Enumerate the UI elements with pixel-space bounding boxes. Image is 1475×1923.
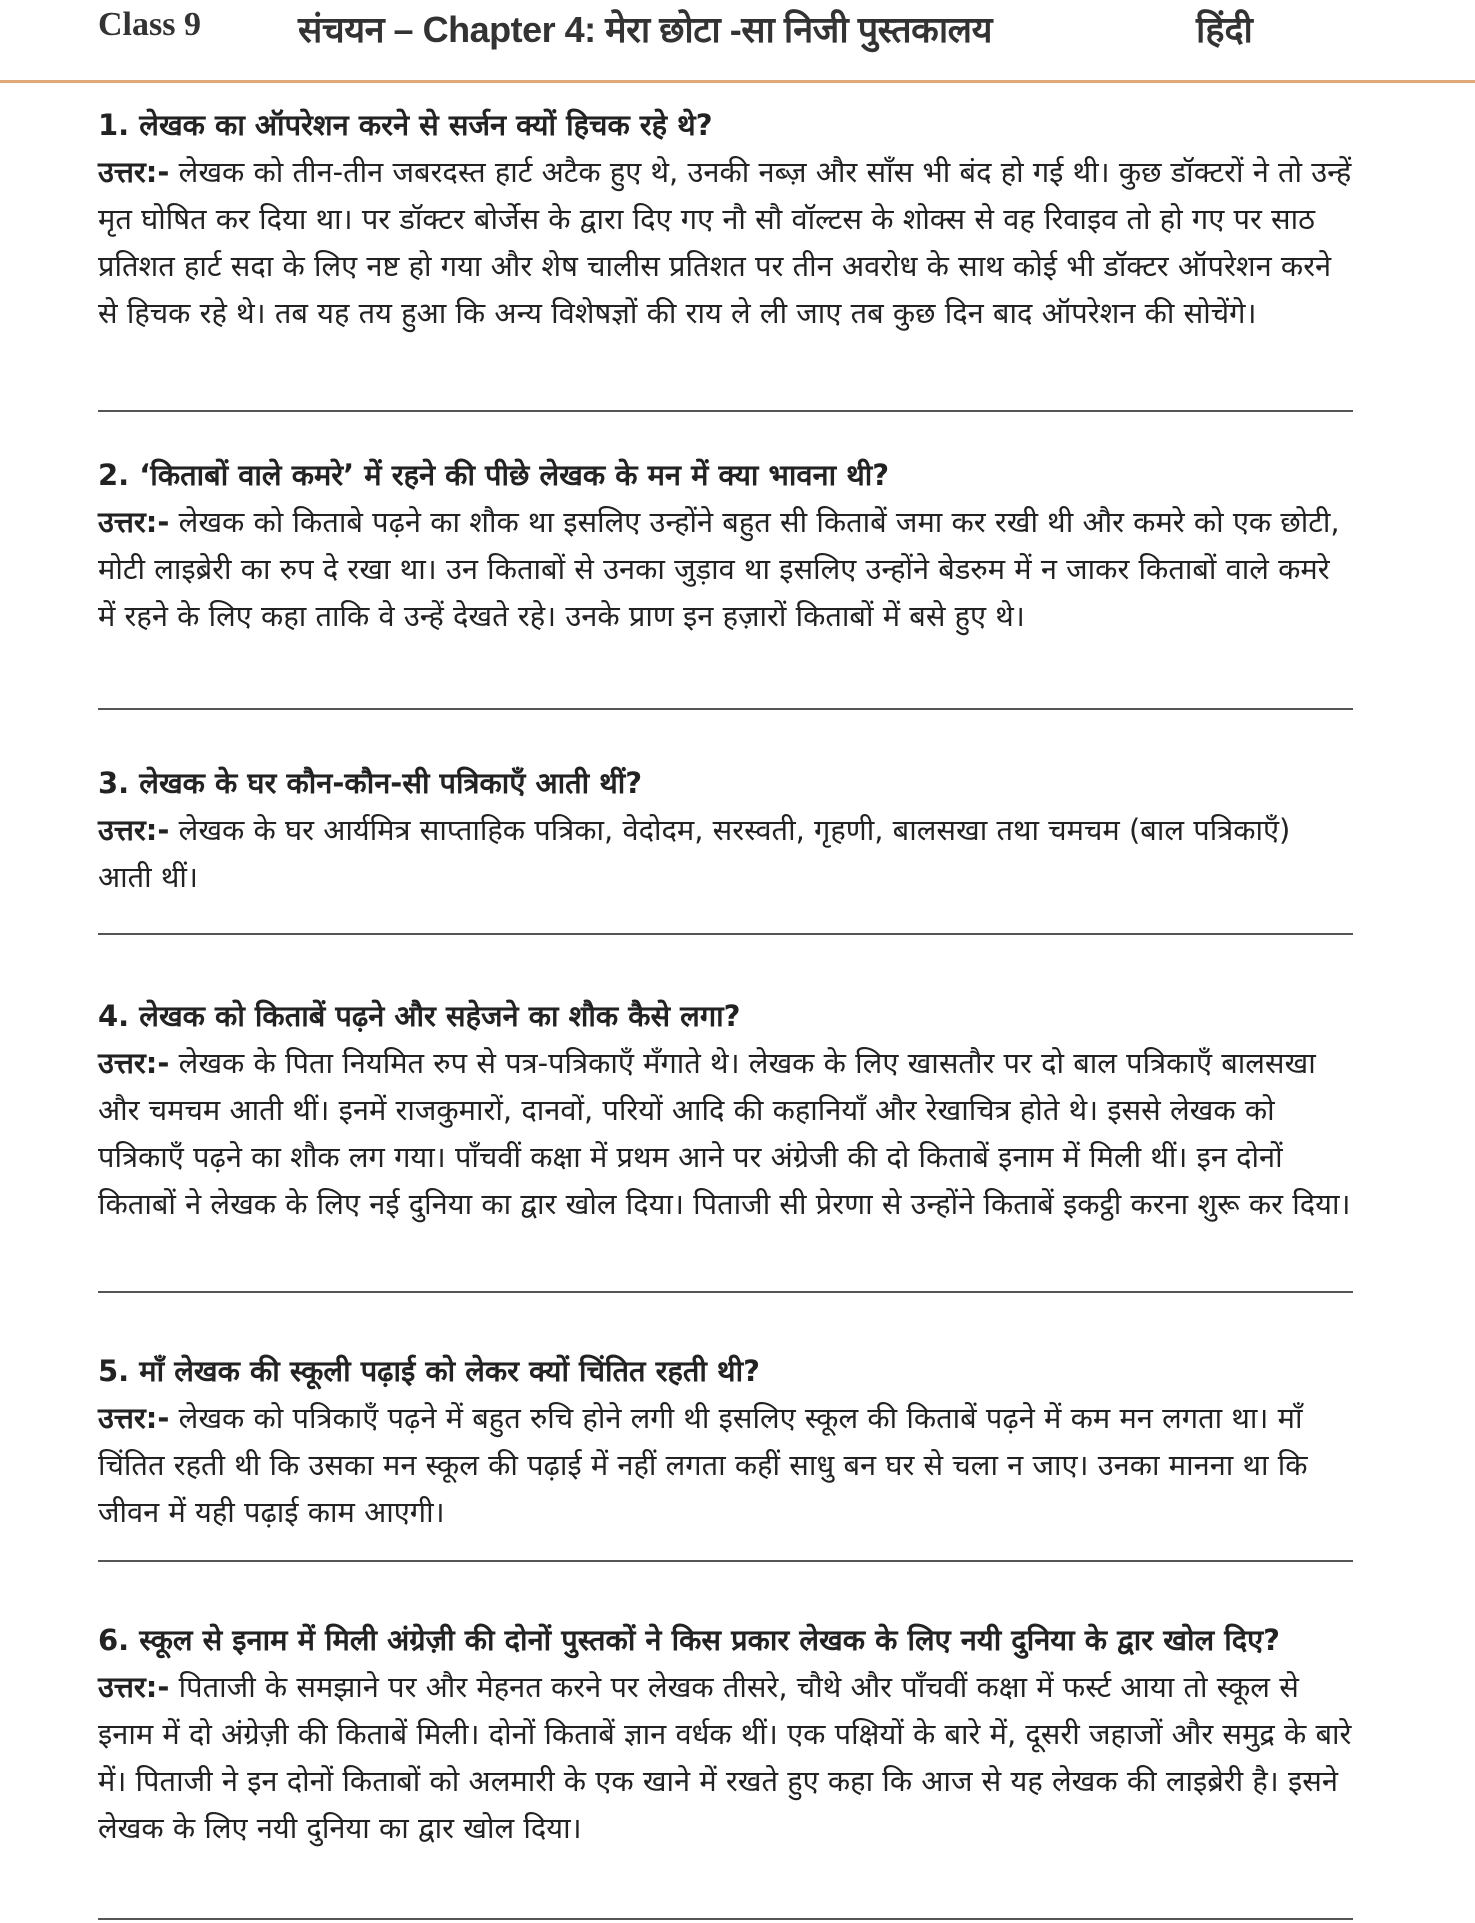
answer	[98, 149, 1353, 337]
qa-block-3	[98, 760, 1353, 901]
answer-label: उत्तर:-	[98, 1670, 170, 1704]
answer-text: लेखक को पत्रिकाएँ पढ़ने में बहुत रुचि होने लगी थी इसलिए स्कूल की किताबें पढ़ने में कम मन लगता था। माँ चिंतित रहती थी कि उसका मन स्कूल की पढ़ाई में नहीं लगता कहीं साधु बन घर से चला न जाए। उनका मानना था कि जीवन में यही पढ़ाई काम आएगी।	[98, 1401, 1308, 1529]
chapter-title: संचयन – Chapter 4: मेरा छोटा -सा निजी पुस्तकालय	[298, 9, 992, 50]
qa-block-6	[98, 1617, 1353, 1852]
answer-label: उत्तर:-	[98, 813, 170, 847]
question: 2. ‘किताबों वाले कमरे’ में रहने की पीछे लेखक के मन में क्या भावना थी?	[98, 458, 890, 492]
answer-label: उत्तर:-	[98, 155, 170, 189]
answer	[98, 1395, 1353, 1536]
divider	[98, 933, 1353, 935]
qa-block-2	[98, 452, 1353, 640]
answer	[98, 499, 1353, 640]
answer-label: उत्तर:-	[98, 1046, 170, 1080]
answer-text: लेखक के घर आर्यमित्र साप्ताहिक पत्रिका, वेदोदम, सरस्वती, गृहणी, बालसखा तथा चमचम (बाल पत्रिकाएँ) आती थीं।	[98, 813, 1291, 894]
question: 6. स्कूल से इनाम में मिली अंग्रेज़ी की दोनों पुस्तकों ने किस प्रकार लेखक के लिए नयी दुनिया के द्वार खोल दिए?	[98, 1623, 1281, 1657]
answer-text: लेखक को किताबे पढ़ने का शौक था इसलिए उन्होंने बहुत सी किताबें जमा कर रखी थी और कमरे को एक छोटी, मोटी लाइब्रेरी का रुप दे रखा था। उन किताबों से उनका जुड़ाव था इसलिए उन्होंने बेडरुम में न जाकर किताबों वाले कमरे में रहने के लिए कहा ताकि वे उन्हें देखते रहे। उनके प्राण इन हज़ारों किताबों में बसे हुए थे।	[98, 505, 1340, 633]
divider	[98, 708, 1353, 710]
question: 5. माँ लेखक की स्कूली पढ़ाई को लेकर क्यों चिंतित रहती थी?	[98, 1354, 760, 1388]
answer-text: लेखक को तीन-तीन जबरदस्त हार्ट अटैक हुए थे, उनकी नब्ज़ और साँस भी बंद हो गई थी। कुछ डॉक्टरों ने तो उन्हें मृत घोषित कर दिया था। पर डॉक्टर बोर्जेस के द्वारा दिए गए नौ सौ वॉल्टस के शोक्स से वह रिवाइव तो हो गए पर साठ प्रतिशत हार्ट सदा के लिए नष्ट हो गया और शेष चालीस प्रतिशत पर तीन अवरोध के साथ कोई भी डॉक्टर ऑपरेशन करने से हिचक रहे थे। तब यह तय हुआ कि अन्य विशेषज्ञों की राय ले ली जाए तब कुछ दिन बाद ऑपरेशन की सोचेंगे।	[98, 155, 1352, 330]
qa-block-4	[98, 993, 1353, 1228]
question: 1. लेखक का ऑपरेशन करने से सर्जन क्यों हिचक रहे थे?	[98, 108, 713, 142]
answer-text: लेखक के पिता नियमित रुप से पत्र-पत्रिकाएँ मँगाते थे। लेखक के लिए खासतौर पर दो बाल पत्रिकाएँ बालसखा और चमचम आती थीं। इनमें राजकुमारों, दानवों, परियों आदि की कहानियाँ और रेखाचित्र होते थे। इससे लेखक को पत्रिकाएँ पढ़ने का शौक लग गया। पाँचवीं कक्षा में प्रथम आने पर अंग्रेजी की दो किताबें इनाम में मिली थीं। इन दोनों किताबों ने लेखक के लिए नई दुनिया का द्वार खोल दिया। पिताजी सी प्रेरणा से उन्होंने किताबें इकट्ठी करना शुरू कर दिया।	[98, 1046, 1351, 1221]
qa-block-1	[98, 102, 1353, 337]
answer	[98, 1040, 1353, 1228]
divider	[98, 1291, 1353, 1293]
answer	[98, 1664, 1353, 1852]
question: 3. लेखक के घर कौन-कौन-सी पत्रिकाएँ आती थीं?	[98, 766, 643, 800]
answer-label: उत्तर:-	[98, 505, 170, 539]
answer-label: उत्तर:-	[98, 1401, 170, 1435]
divider	[98, 410, 1353, 412]
subject-label: हिंदी	[1196, 10, 1253, 51]
question: 4. लेखक को किताबें पढ़ने और सहेजने का शौक कैसे लगा?	[98, 999, 741, 1033]
qa-block-5	[98, 1348, 1353, 1536]
answer	[98, 807, 1353, 901]
divider	[98, 1560, 1353, 1562]
answer-text: पिताजी के समझाने पर और मेहनत करने पर लेखक तीसरे, चौथे और पाँचवीं कक्षा में फर्स्ट आया तो स्कूल से इनाम में दो अंग्रेज़ी की किताबें मिली। दोनों किताबें ज्ञान वर्धक थीं। एक पक्षियों के बारे में, दूसरी जहाजों और समुद्र के बारे में। पिताजी ने इन दोनों किताबों को अलमारी के एक खाने में रखते हुए कहा कि आज से यह लेखक की लाइब्रेरी है। इसने लेखक के लिए नयी दुनिया का द्वार खोल दिया।	[98, 1670, 1352, 1845]
divider	[98, 1918, 1353, 1920]
class-label: Class 9	[98, 6, 201, 43]
page-header	[0, 0, 1475, 83]
